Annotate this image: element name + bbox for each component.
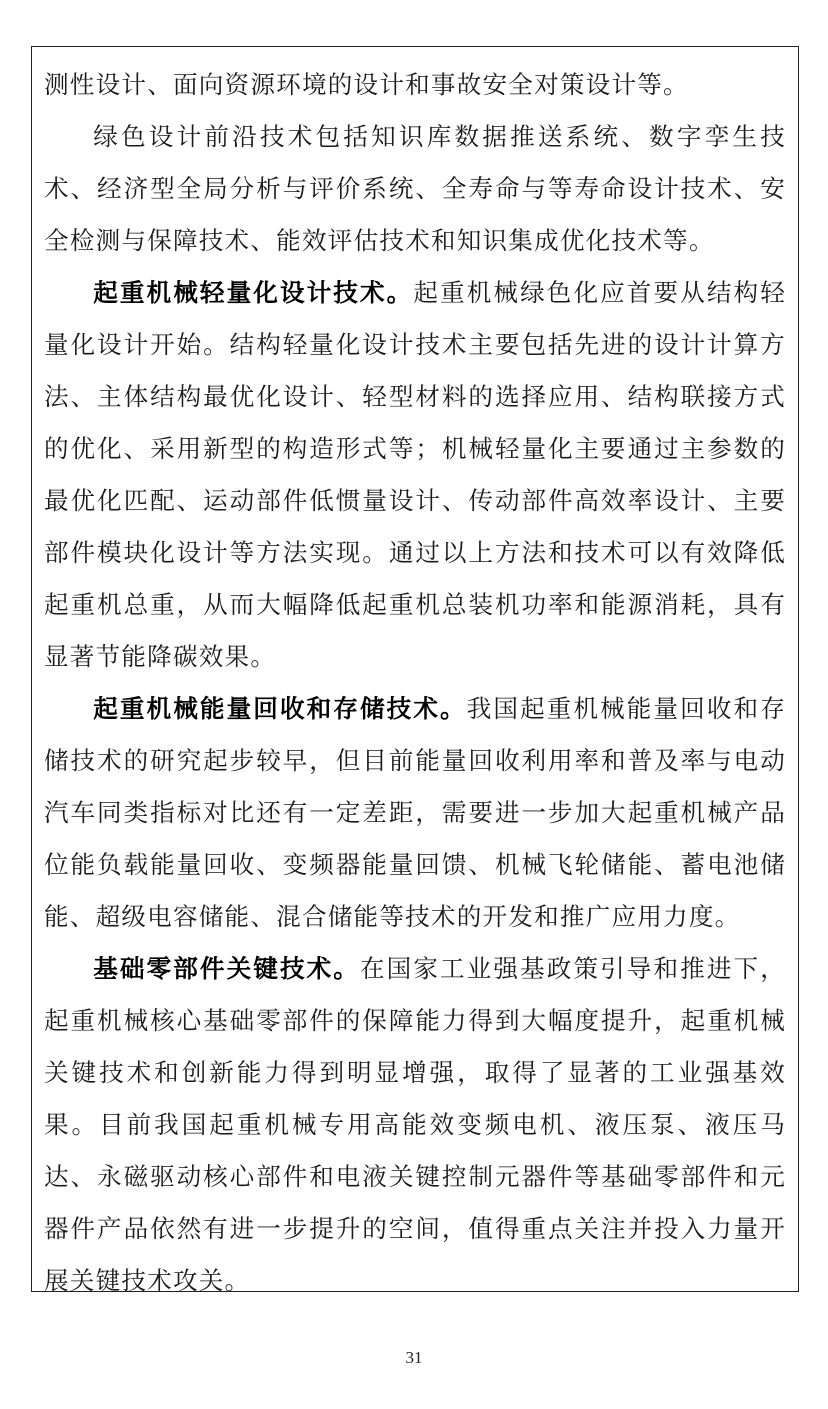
- paragraph-text: 在国家工业强基政策引导和推进下，起重机械核心基础零部件的保障能力得到大幅度提升，起重机械关键技术和创新能力得到明显增强，取得了显著的工业强基效果。目前我国起重机械专用高能效变频电机、液压泵、液压马达、永磁驱动核心部件和电液关键控制元器件等基础零部件和元器件产品依然有进一步提升的空间，值得重点关注并投入力量开展关键技术攻关。: [44, 954, 786, 1295]
- paragraph-text: 测性设计、面向资源环境的设计和事故安全对策设计等。: [44, 70, 689, 99]
- paragraph-text: 绿色设计前沿技术包括知识库数据推送系统、数字孪生技术、经济型全局分析与评价系统、全寿命与等寿命设计技术、安全检测与保障技术、能效评估技术和知识集成优化技术等。: [44, 122, 786, 255]
- paragraph-lead-heading: 基础零部件关键技术。: [93, 954, 360, 983]
- paragraph-continuation: [44, 59, 786, 111]
- paragraph-lightweight-design: [44, 267, 786, 683]
- paragraph-text: 起重机械绿色化应首要从结构轻量化设计开始。结构轻量化设计技术主要包括先进的设计计算方法、主体结构最优化设计、轻型材料的选择应用、结构联接方式的优化、采用新型的构造形式等；机械轻量化主要通过主参数的最优化匹配、运动部件低惯量设计、传动部件高效率设计、主要部件模块化设计等方法实现。通过以上方法和技术可以有效降低起重机总重，从而大幅降低起重机总装机功率和能源消耗，具有显著节能降碳效果。: [44, 278, 786, 671]
- paragraph-green-design-frontier: [44, 111, 786, 267]
- content-frame: [31, 46, 799, 1295]
- paragraph-energy-recovery: [44, 683, 786, 943]
- paragraph-lead-heading: 起重机械轻量化设计技术。: [93, 278, 414, 307]
- page-number: 31: [405, 1348, 423, 1367]
- paragraph-basic-components: [44, 943, 786, 1307]
- paragraph-lead-heading: 起重机械能量回收和存储技术。: [93, 694, 467, 723]
- paragraph-text: 我国起重机械能量回收和存储技术的研究起步较早，但目前能量回收利用率和普及率与电动汽车同类指标对比还有一定差距，需要进一步加大起重机械产品位能负载能量回收、变频器能量回馈、机械飞轮储能、蓄电池储能、超级电容储能、混合储能等技术的开发和推广应用力度。: [44, 694, 786, 931]
